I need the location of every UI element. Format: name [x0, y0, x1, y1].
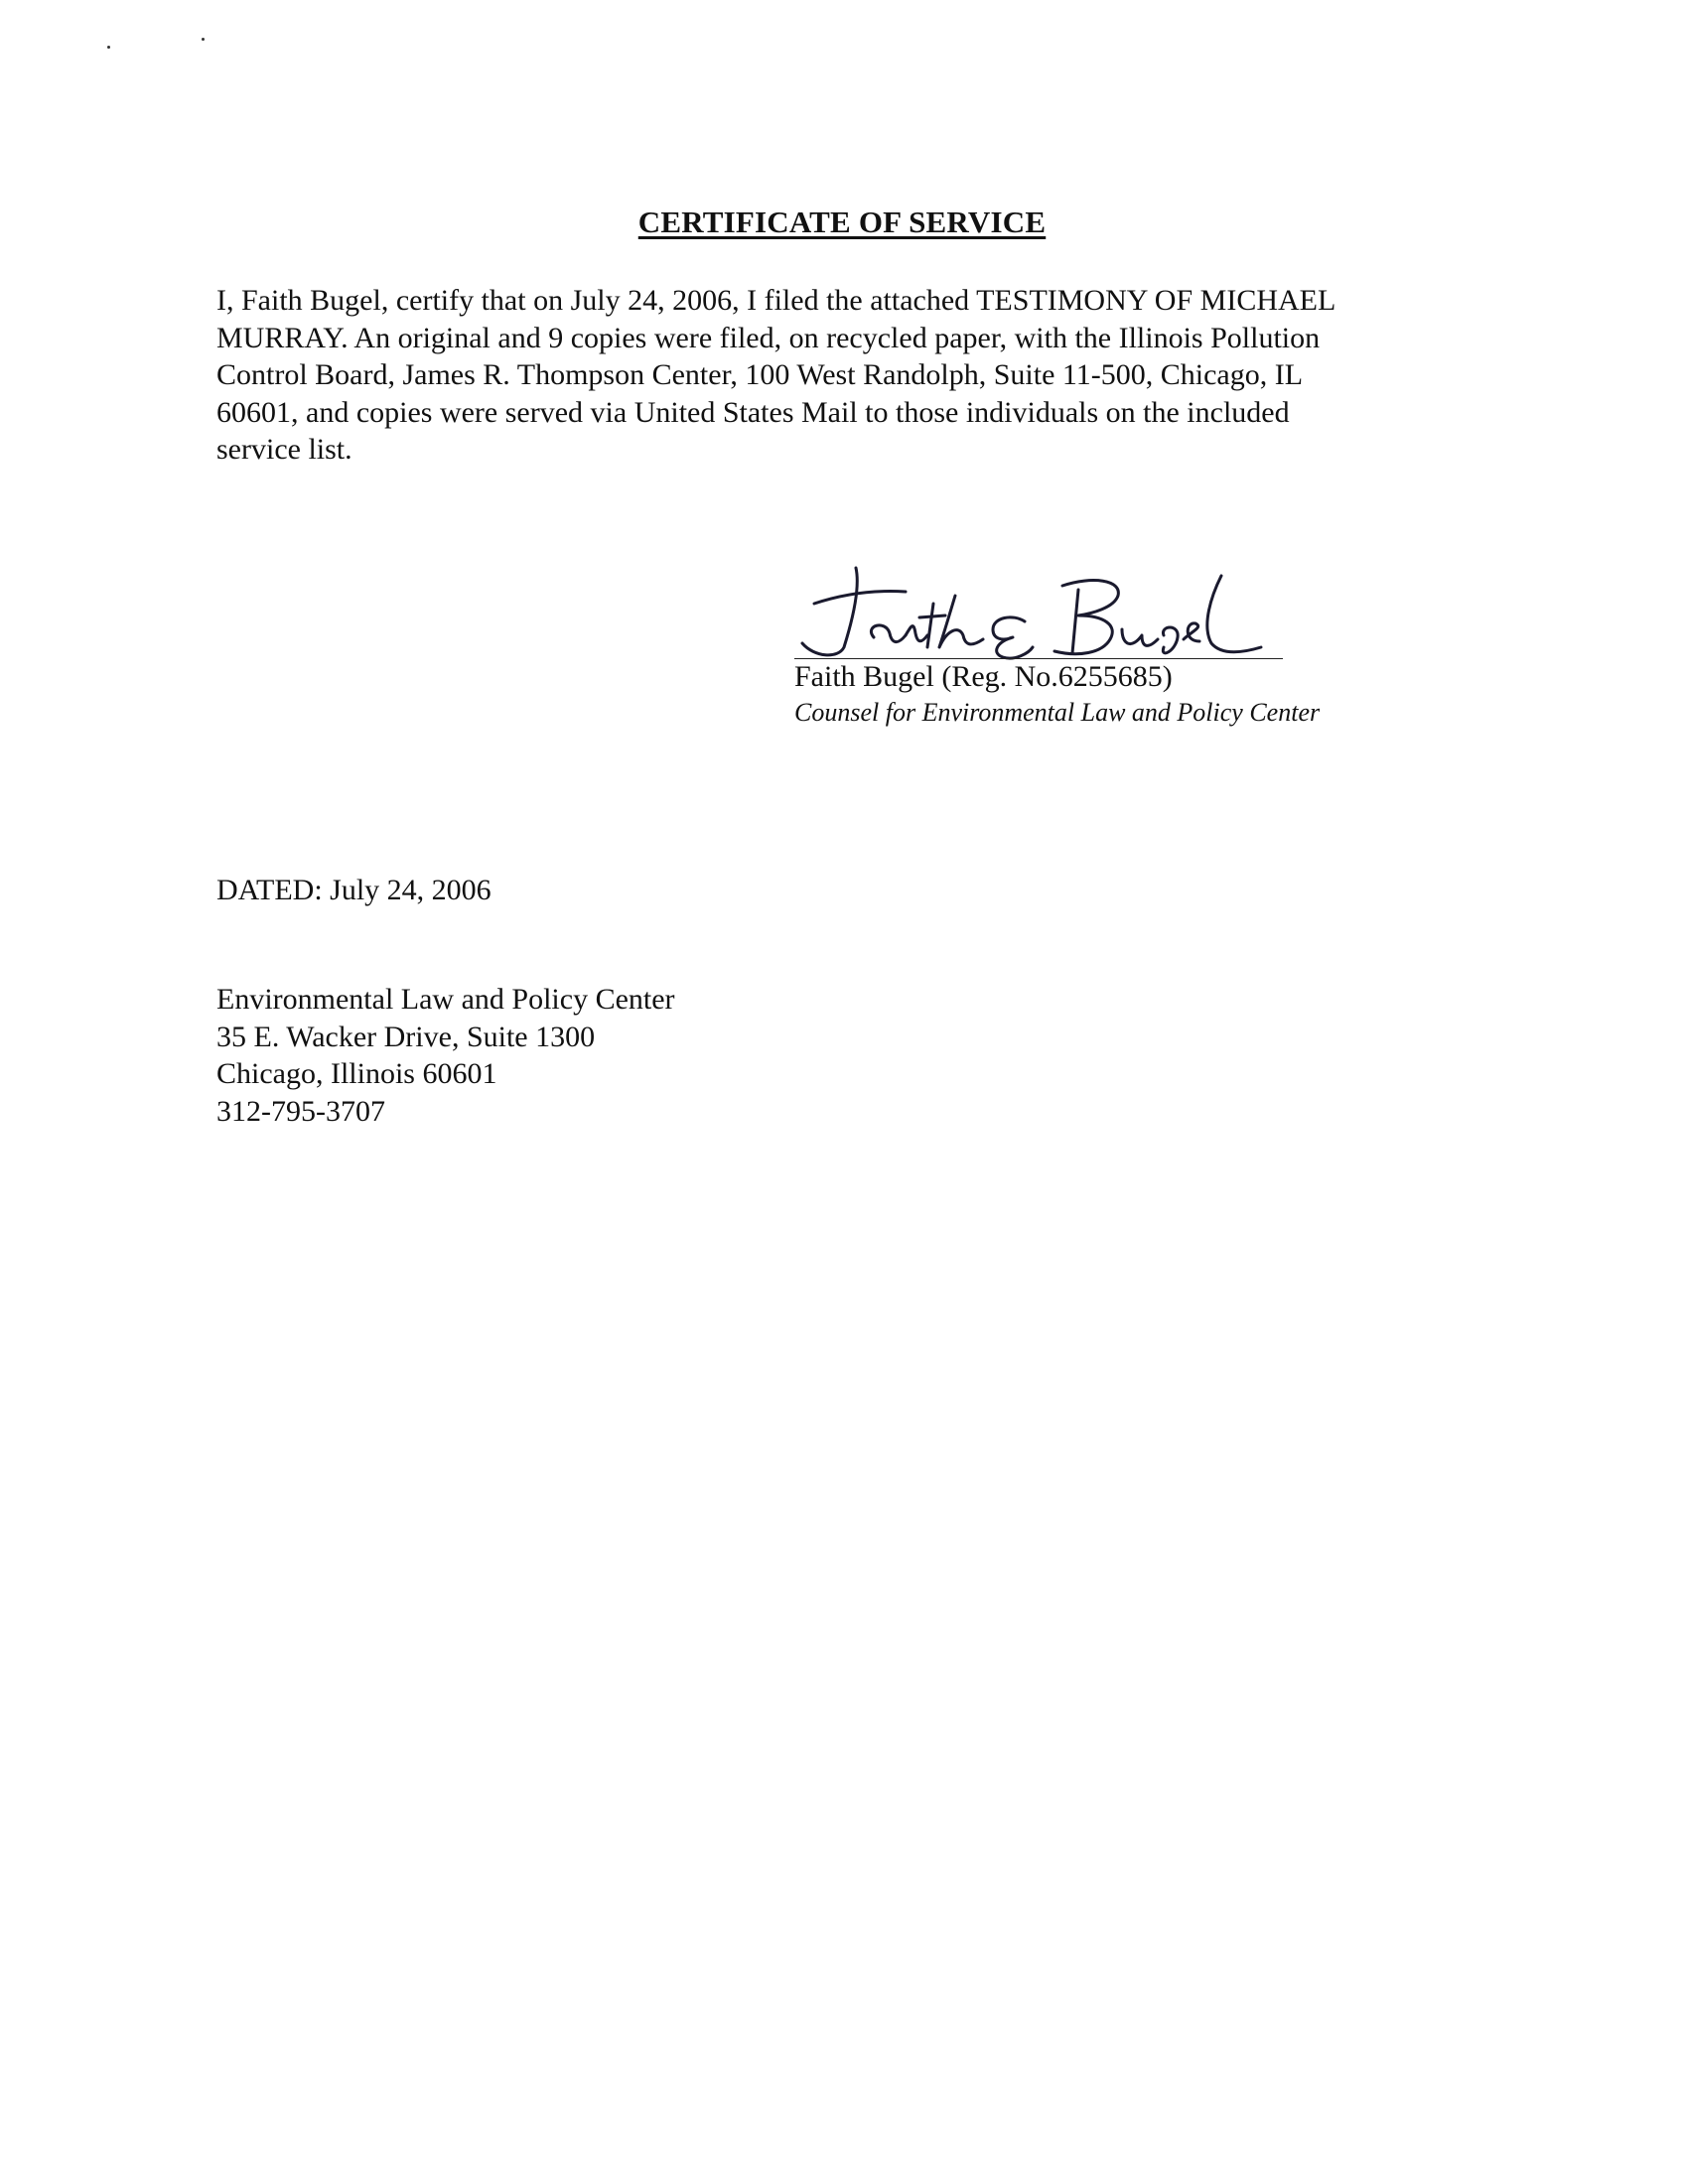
address-line: Chicago, Illinois 60601 [216, 1057, 497, 1090]
paragraph-line: 60601, and copies were served via United States Mail to those individuals on the included [216, 395, 1290, 429]
signer-title: Counsel for Environmental Law and Policy Center [794, 698, 1321, 727]
signature-line [794, 658, 1283, 659]
paragraph-line: service list. [216, 433, 352, 466]
dated-line: DATED: July 24, 2006 [216, 874, 491, 906]
phone-number: 312-795-3707 [216, 1094, 385, 1128]
paragraph-line: Control Board, James R. Thompson Center, 100 West Randolph, Suite 11-500, Chicago, IL [216, 358, 1304, 391]
address-block [216, 981, 675, 1130]
certification-paragraph [216, 282, 1448, 469]
scan-speck [202, 38, 205, 41]
paragraph-line: MURRAY. An original and 9 copies were filed, on recycled paper, with the Illinois Pollution [216, 321, 1321, 354]
handwritten-signature [794, 556, 1311, 665]
address-line: Environmental Law and Policy Center [216, 983, 675, 1016]
address-line: 35 E. Wacker Drive, Suite 1300 [216, 1020, 596, 1053]
paragraph-line: I, Faith Bugel, certify that on July 24, 2006, I filed the attached TESTIMONY OF MICHAEL [216, 284, 1336, 317]
scan-speck [107, 46, 110, 49]
document-title: CERTIFICATE OF SERVICE [637, 205, 1047, 239]
signer-name: Faith Bugel (Reg. No.6255685) [794, 660, 1173, 693]
